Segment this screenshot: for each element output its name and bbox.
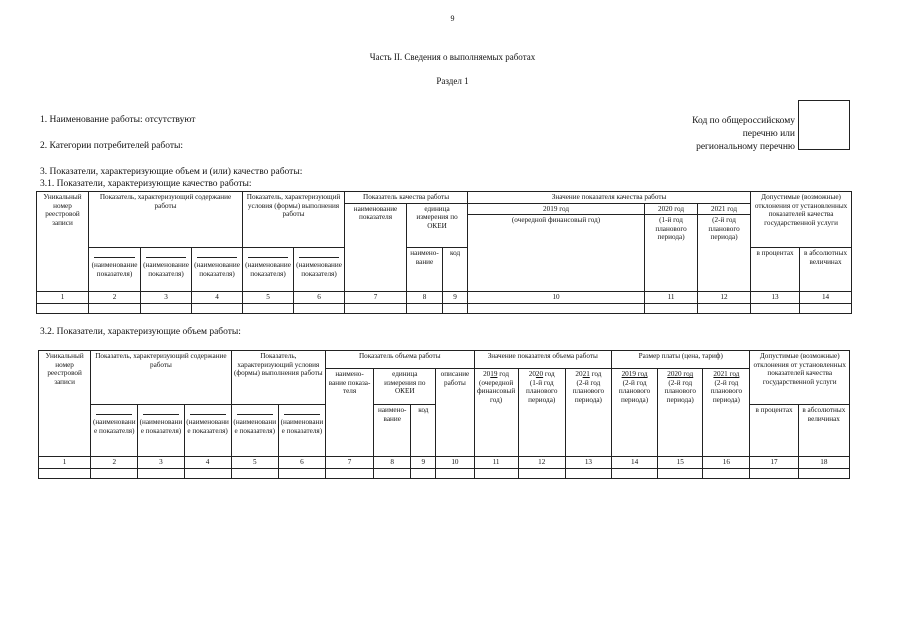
unique-number-header: Уникальный номер реестровой записи	[39, 351, 91, 457]
column-number: 15	[658, 457, 703, 469]
column-number: 2	[91, 457, 138, 469]
column-number: 8	[407, 292, 443, 304]
fee-year-subheader: (2-й год планового периода)	[618, 378, 651, 404]
okei-unit-header: единица измерения по ОКЕИ	[407, 203, 468, 248]
table-cell[interactable]	[750, 468, 798, 478]
allowed-deviation-header: Допустимые (возможные) отклонения от установленных показателей качества государственной услуги	[751, 192, 852, 248]
indicator-name-header: наименование показателя	[345, 203, 407, 292]
column-number: 9	[411, 457, 436, 469]
fee-year: 2021 год	[713, 370, 740, 378]
content-indicator-header: Показатель, характеризующий содержание работы	[91, 351, 231, 405]
fee-year-subheader: (2-й год планового периода)	[664, 378, 696, 404]
volume-value-header: Значение показателя объема работы	[474, 351, 612, 369]
volume-year-2-header	[518, 369, 565, 457]
unit-name-header: наимено-вание	[407, 248, 443, 292]
table-cell[interactable]	[39, 468, 91, 478]
table-cell[interactable]	[243, 303, 294, 313]
condition-param-2: (наименование показателя)	[278, 405, 325, 457]
table-cell[interactable]	[658, 468, 703, 478]
volume-indicator-header: Показатель объема работы	[325, 351, 474, 369]
table-cell[interactable]	[184, 468, 231, 478]
table-cell[interactable]	[231, 468, 278, 478]
content-param-2: (наименование показателя)	[141, 248, 192, 292]
unit-code-header: код	[443, 248, 468, 292]
page-number: 9	[450, 14, 455, 23]
column-number: 4	[192, 292, 243, 304]
deviation-absolute-header: в абсолютных величинах	[800, 248, 852, 292]
registry-code-label	[692, 115, 795, 154]
column-number: 11	[474, 457, 518, 469]
quality-table	[36, 191, 852, 314]
year-prefix: 20	[575, 370, 583, 378]
condition-indicator-header: Показатель, характеризующий условия (формы) выполнения работы	[243, 192, 345, 248]
volume-year-3-header	[565, 369, 611, 457]
column-number: 3	[141, 292, 192, 304]
column-number: 16	[703, 457, 750, 469]
content-param-2: (наименование показателя)	[138, 405, 184, 457]
consumer-category-line: 2. Категории потребителей работы:	[40, 141, 183, 151]
column-number: 1	[39, 457, 91, 469]
column-number: 6	[294, 292, 345, 304]
allowed-deviation-header: Допустимые (возможные) отклонения от установленных показателей качества государственной услуги	[750, 351, 850, 405]
table-cell[interactable]	[436, 468, 474, 478]
table-cell[interactable]	[294, 303, 345, 313]
table-cell[interactable]	[703, 468, 750, 478]
column-number: 3	[138, 457, 184, 469]
fee-year: 2019 год	[621, 370, 648, 378]
work-name-line: 1. Наименование работы: отсутствуют	[40, 115, 196, 125]
table-cell[interactable]	[89, 303, 141, 313]
table-cell[interactable]	[325, 468, 373, 478]
column-number: 10	[436, 457, 474, 469]
table-cell[interactable]	[407, 303, 443, 313]
year-2020-header: 2020 год	[645, 203, 698, 215]
column-number: 14	[612, 457, 658, 469]
fee-year-2021-header	[703, 369, 750, 457]
table-cell[interactable]	[37, 303, 89, 313]
year-prefix: 20	[483, 370, 491, 378]
unit-name-header: наимено-вание	[374, 405, 411, 457]
column-number: 6	[278, 457, 325, 469]
column-number: 18	[798, 457, 849, 469]
column-number: 9	[443, 292, 468, 304]
volume-year-1-header	[474, 369, 518, 457]
column-number: 4	[184, 457, 231, 469]
column-number: 11	[645, 292, 698, 304]
fee-year-2020-header	[658, 369, 703, 457]
indicators-heading: 3. Показатели, характеризующие объем и (или) качество работы:	[40, 167, 303, 177]
content-param-3: (наименование показателя)	[192, 248, 243, 292]
unique-number-header: Уникальный номер реестровой записи	[37, 192, 89, 292]
volume-table	[38, 350, 850, 479]
condition-indicator-header: Показатель, характеризующий условия (формы) выполнения работы	[231, 351, 325, 405]
table-cell[interactable]	[468, 303, 645, 313]
year-suffix: 19	[490, 370, 498, 378]
okei-unit-header: единица измерения по ОКЕИ	[374, 369, 436, 405]
content-param-1: (наименование показателя)	[89, 248, 141, 292]
quality-value-header: Значение показателя качества работы	[468, 192, 751, 204]
table-cell[interactable]	[374, 468, 411, 478]
column-number: 13	[751, 292, 800, 304]
registry-code-box[interactable]	[798, 100, 850, 150]
table-cell[interactable]	[798, 468, 849, 478]
deviation-percent-header: в процентах	[750, 405, 798, 457]
year-2019-header: 2019 год	[468, 203, 645, 215]
quality-data-row	[37, 303, 852, 313]
registry-code-label-line1: Код по общероссийскому	[692, 116, 795, 126]
condition-param-2: (наименование показателя)	[294, 248, 345, 292]
table-cell[interactable]	[698, 303, 751, 313]
quality-indicator-header: Показатель качества работы	[345, 192, 468, 204]
fee-year-subheader: (2-й год планового периода)	[710, 378, 743, 404]
part-title: Часть II. Сведения о выполняемых работах	[369, 52, 536, 62]
column-number: 7	[325, 457, 373, 469]
year-suffix: 20	[535, 370, 544, 378]
column-number: 5	[243, 292, 294, 304]
volume-data-row	[39, 468, 850, 478]
fee-header: Размер платы (цена, тариф)	[612, 351, 750, 369]
table-cell[interactable]	[800, 303, 852, 313]
volume-indicators-heading: 3.2. Показатели, характеризующие объем работы:	[40, 327, 241, 337]
quality-indicators-heading: 3.1. Показатели, характеризующие качество работы:	[40, 179, 252, 189]
table-cell[interactable]	[443, 303, 468, 313]
deviation-percent-header: в процентах	[751, 248, 800, 292]
work-description-header: описание работы	[436, 369, 474, 457]
table-cell[interactable]	[645, 303, 698, 313]
column-number: 1	[37, 292, 89, 304]
column-number: 2	[89, 292, 141, 304]
year-prefix: 20	[528, 370, 536, 378]
column-number: 5	[231, 457, 278, 469]
table-cell[interactable]	[518, 468, 565, 478]
content-indicator-header: Показатель, характеризующий содержание работы	[89, 192, 243, 248]
column-number: 14	[800, 292, 852, 304]
year-2021-header: 2021 год	[698, 203, 751, 215]
volume-name-header: наимено-вание показа-теля	[325, 369, 373, 457]
table-cell[interactable]	[138, 468, 184, 478]
condition-param-1: (наименование показателя)	[231, 405, 278, 457]
year-2019-subheader: (очередной финансовый год)	[468, 215, 645, 292]
table-cell[interactable]	[278, 468, 325, 478]
table-cell[interactable]	[751, 303, 800, 313]
year-subheader: (2-й год планового периода)	[572, 378, 605, 404]
section-title: Раздел 1	[436, 76, 469, 86]
year-2020-subheader: (1-й год планового периода)	[645, 215, 698, 292]
table-cell[interactable]	[91, 468, 138, 478]
condition-param-1: (наименование показателя)	[243, 248, 294, 292]
year-word: год	[544, 370, 555, 378]
column-number: 13	[565, 457, 611, 469]
fee-year: 2020 год	[667, 370, 694, 378]
column-number: 17	[750, 457, 798, 469]
table-cell[interactable]	[141, 303, 192, 313]
table-cell[interactable]	[612, 468, 658, 478]
column-number: 8	[374, 457, 411, 469]
content-param-1: (наименование показателя)	[91, 405, 138, 457]
year-subheader: (очередной финансовый год)	[476, 378, 516, 404]
column-number: 10	[468, 292, 645, 304]
year-suffix: 21	[582, 370, 590, 378]
fee-year-2019-header	[612, 369, 658, 457]
column-number: 12	[698, 292, 751, 304]
registry-code-label-line2: перечню или	[742, 129, 795, 139]
year-word: год	[499, 370, 510, 378]
table-cell[interactable]	[411, 468, 436, 478]
table-cell[interactable]	[565, 468, 611, 478]
table-cell[interactable]	[192, 303, 243, 313]
year-2021-subheader: (2-й год планового периода)	[698, 215, 751, 292]
registry-code-label-line3: региональному перечню	[696, 142, 795, 152]
table-cell[interactable]	[345, 303, 407, 313]
year-word: год	[591, 370, 602, 378]
unit-code-header: код	[411, 405, 436, 457]
year-subheader: (1-й год планового периода)	[526, 378, 558, 404]
column-number: 7	[345, 292, 407, 304]
column-number: 12	[518, 457, 565, 469]
deviation-absolute-header: в абсолютных величинах	[798, 405, 849, 457]
table-cell[interactable]	[474, 468, 518, 478]
content-param-3: (наименование показателя)	[184, 405, 231, 457]
